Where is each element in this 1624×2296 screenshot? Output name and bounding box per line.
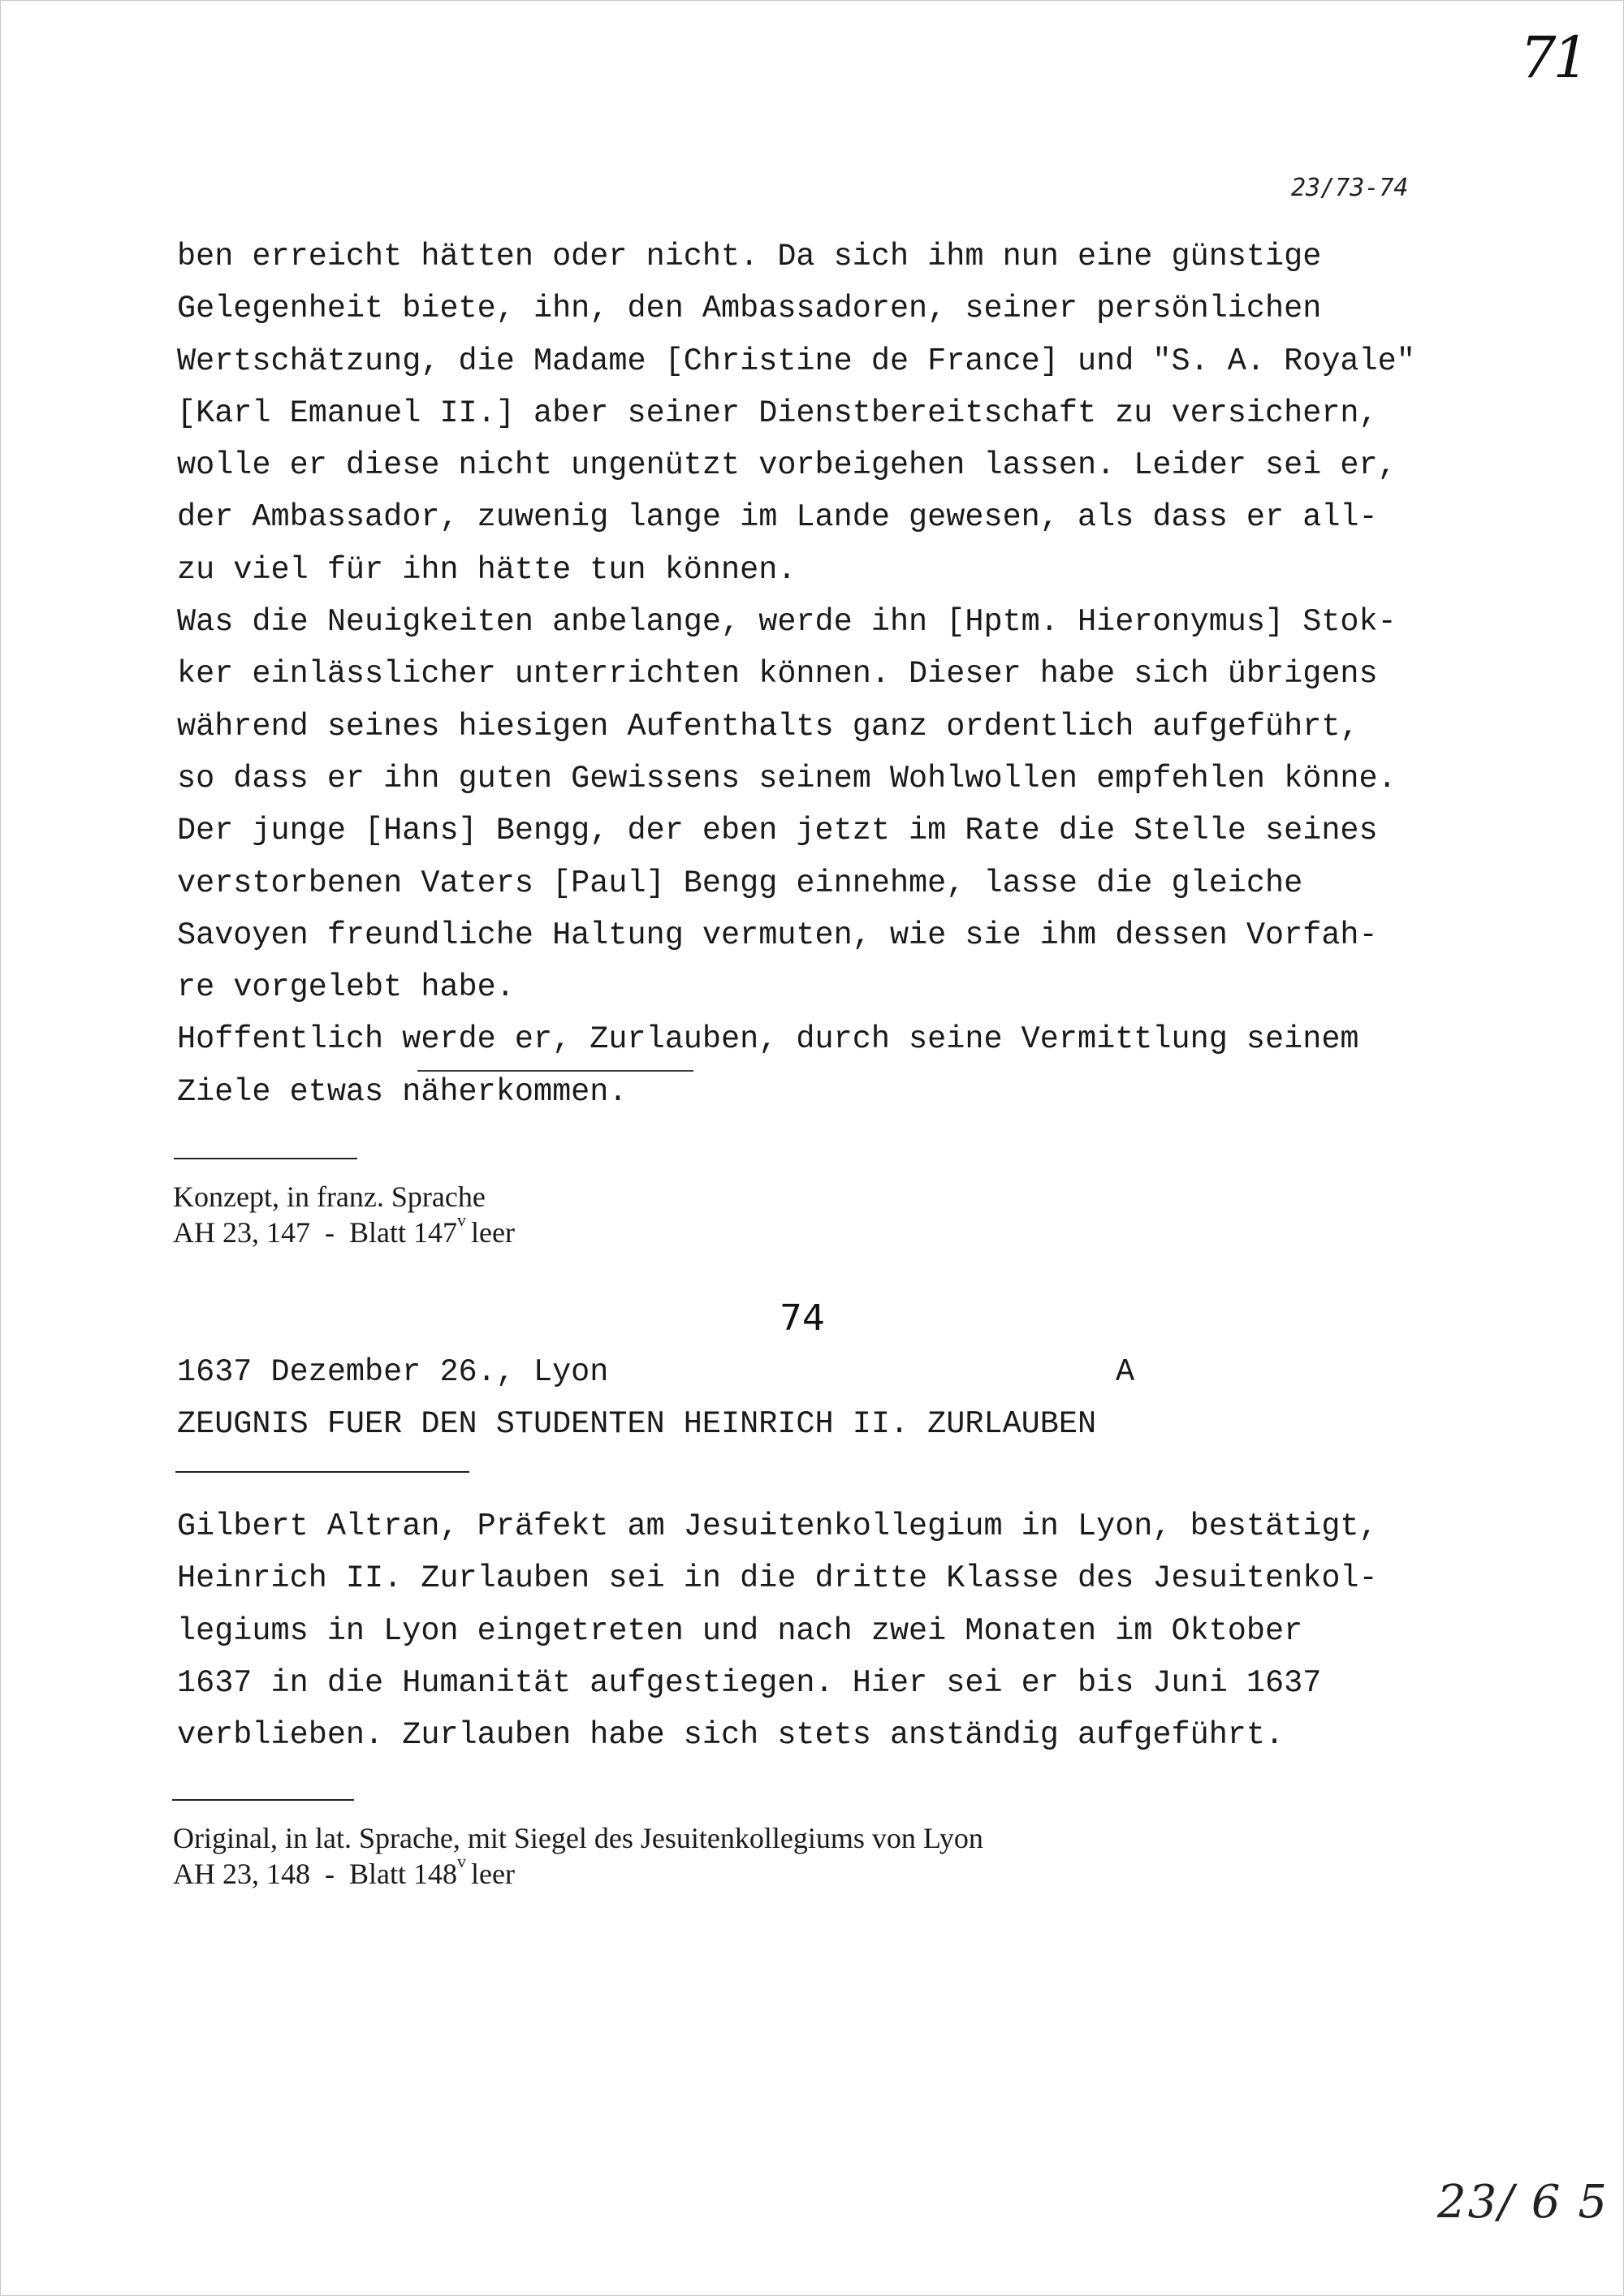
footnote-source-line: Konzept, in franz. Sprache xyxy=(173,1180,486,1213)
document-footnote xyxy=(173,1820,983,1896)
letter-footnote xyxy=(173,1179,515,1254)
footnote-status: leer xyxy=(470,1216,515,1249)
verso-mark: v xyxy=(456,1851,466,1871)
footnote-divider xyxy=(174,1158,357,1159)
document-number: 74 xyxy=(780,1297,825,1339)
verso-mark: v xyxy=(456,1210,466,1230)
footnote-archive-line: AH 23, 148 - Blatt 148 xyxy=(173,1858,457,1890)
document-category: A xyxy=(1116,1354,1135,1390)
footnote-status: leer xyxy=(470,1858,515,1890)
title-divider xyxy=(175,1471,469,1473)
document-title: ZEUGNIS FUER DEN STUDENTEN HEINRICH II. ZURLAUBEN xyxy=(177,1406,1097,1442)
correction-mark xyxy=(417,1070,693,1072)
footnote-source-line: Original, in lat. Sprache, mit Siegel des Jesuitenkollegiums von Lyon xyxy=(173,1822,983,1854)
footnote-divider xyxy=(172,1799,354,1801)
footnote-archive-line: AH 23, 147 - Blatt 147 xyxy=(173,1216,457,1249)
archive-reference: 23/73-74 xyxy=(1291,174,1409,202)
letter-body-text: ben erreicht hätten oder nicht. Da sich ihm nun eine günstige Gelegenheit biete, ihn, den Ambassadoren, seiner persönlichen Wertschätzung, die Madame [Christine de France] und "S. A. Royale" [Karl Emanuel II.] aber seiner Dienstbereitschaft zu versichern, wolle er diese nicht ungenützt vorbeigehen lassen. Leider sei er, der Ambassador, zuwenig lange im Lande gewesen, als dass er all- zu viel für ihn hätte tun können. Was die Neuigkeiten anbelange, werde ihn [Hptm. Hieronymus] Stok- ker einlässlicher unterrichten können. Dieser habe sich übrigens während seines hiesigen Aufenthalts ganz ordentlich aufgeführt, so dass er ihn guten Gewissens seinem Wohlwollen empfehlen könne. Der junge [Hans] Bengg, der eben jetzt im Rate die Stelle seines verstorbenen Vaters [Paul] Bengg einnehme, lasse die gleiche Savoyen freundliche Haltung vermuten, wie sie ihm dessen Vorfah- re vorgelebt habe. Hoffentlich werde er, Zurlauben, durch seine Vermittlung seinem Ziele etwas näherkommen. xyxy=(177,239,1415,1110)
document-summary: Gilbert Altran, Präfekt am Jesuitenkollegium in Lyon, bestätigt, Heinrich II. Zurlauben sei in die dritte Klasse des Jesuitenkol- legiums in Lyon eingetreten und nach zwei Monaten im Oktober 1637 in die Humanität aufgestiegen. Hier sei er bis Juni 1637 verblieben. Zurlauben habe sich stets anständig aufgeführt. xyxy=(177,1508,1378,1754)
document-date-place: 1637 Dezember 26., Lyon xyxy=(177,1354,609,1390)
handwritten-page-note: 23/ 6 5 xyxy=(1437,2176,1609,2229)
folio-number: 71 xyxy=(1520,24,1587,91)
